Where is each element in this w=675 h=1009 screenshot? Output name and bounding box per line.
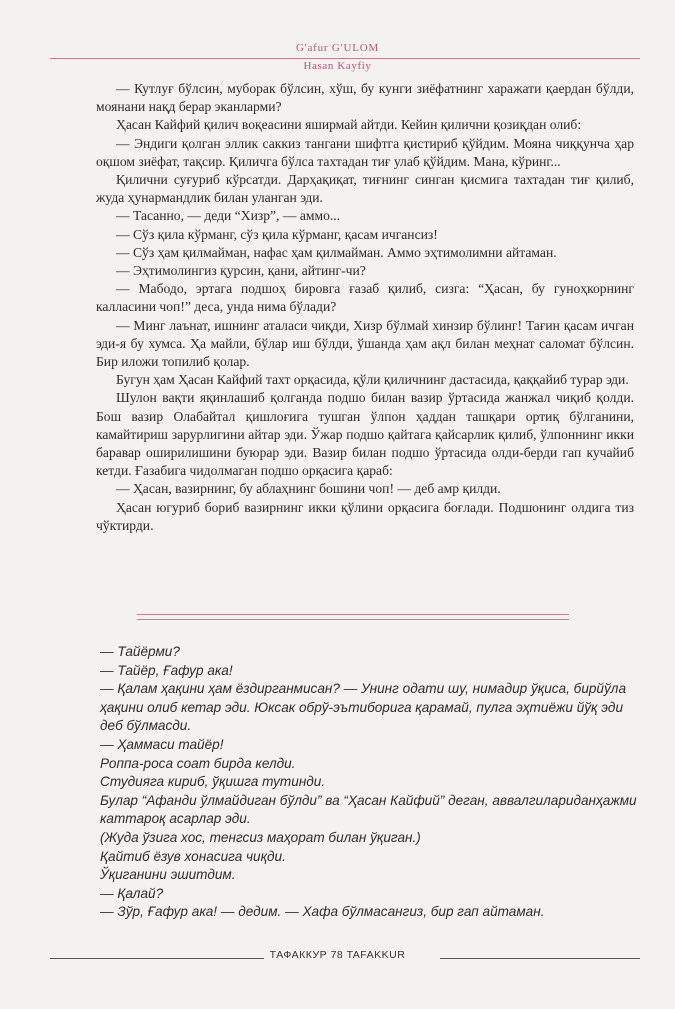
story-paragraph: — Сўз қила кўрманг, сўз қила кўрманг, қасам ичгансиз!: [116, 226, 438, 242]
interview-line: Ўқиганини эшитдим.: [100, 867, 236, 883]
interview-line: (Жуда ўзига хос, тенгсиз маҳорат билан ўқиган.): [100, 829, 421, 845]
interview-line: Студияга кириб, ўқишга тутинди.: [100, 774, 326, 790]
story-paragraph: — Эҳтимолингиз қурсин, қани, айтинг-чи?: [116, 263, 366, 279]
header-author: G'afur G'ULOM: [295, 42, 380, 54]
story-paragraph: — Тасанно, — деди “Хизр”, — аммо...: [116, 208, 341, 224]
interview-line: Роппа-роса соат бирда келди.: [100, 755, 296, 771]
interview-line: Булар “Афанди ўлмайдиган бўлди” ва “Ҳасан Кайфий” деган, аввалгилариданҳажми каттароқ асарлар эди.: [100, 792, 637, 827]
story-paragraph: Қилични суғуриб кўрсатди. Дарҳақиқат, тиғнинг синган қисмига тахтадан тиғ қилиб, жуда ҳунармандлик билан уланган эди.: [96, 172, 634, 206]
interview-line: — Тайёр, Ғафур ака!: [100, 662, 233, 678]
story-paragraph: Бугун ҳам Ҳасан Кайфий тахт орқасида, қўли қиличнинг дастасида, қаққайиб турар эди.: [116, 372, 629, 388]
story-paragraph: — Сўз ҳам қилмайман, нафас ҳам қилмайман. Аммо эҳтимолимни айтаман.: [116, 244, 557, 260]
story-paragraph: Ҳасан Кайфий қилич воқеасини яширмай айтди. Кейин қилични қозиқдан олиб:: [116, 117, 582, 133]
story-paragraph: Шулон вақти яқинлашиб қолганда подшо билан вазир ўртасида жанжал чиқиб қолди. Бош вазир Олабайтал қишлоғига тушган ўлпон ҳаддан ташқари ортиқ бўлганини, камайтириш зарурлигини айтар эди. Ўжар подшо қайтага қайсарлик қилиб, ўлпоннинг икки баравар оширилишини буюрар эди. Вазир билан подшо ўртасида олди-берди гап кучайиб кетди. Ғазабига чидолмаган подшо орқасига қараб:: [96, 390, 634, 479]
interview-text: [100, 643, 645, 922]
running-header: [0, 42, 675, 74]
page-footer: [0, 949, 675, 961]
interview-line: — Қалай?: [100, 885, 164, 901]
interview-line: — Қалам ҳақини ҳам ёздирганмисан? — Унинг одати шу, нимадир ўқиса, бирйўла ҳақини олиб кетар эди. Юксак обрў-эътиборига қарамай, пулга эҳтиёжи йўқ эди деб бўлмасди.: [100, 681, 627, 734]
section-divider-bottom: [137, 619, 569, 620]
story-paragraph: — Мабодо, эртага подшоҳ бировга ғазаб қилиб, сизга: “Ҳасан, бу гуноҳкорнинг калласини чоп!” деса, унда нима бўлади?: [96, 281, 634, 315]
story-paragraph: — Минг лаънат, ишнинг аталаси чиқди, Хизр бўлмай хинзир бўлинг! Тағин қасам ичган эди-я бу хумса. Ҳа майли, бўлар иш бўлди, ўшанда ҳам ақл билан меҳнат саломат бўлсин. Бир иложи топилиб қолар.: [96, 317, 634, 370]
story-paragraph: — Эндиги қолган эллик саккиз тангани шифтга қистириб қўйдим. Мояна чиққунча ҳар оқшом зиёфат, тақсир. Қиличга бўлса тахтадан тиғ улаб қўйдим. Мана, кўринг...: [96, 135, 634, 169]
interview-line: — Ҳаммаси тайёр!: [100, 736, 224, 752]
story-paragraph: — Кутлуғ бўлсин, муборак бўлсин, хўш, бу кунги зиёфатнинг харажати қаердан бўлди, моянани нақд берар эканларми?: [96, 81, 634, 115]
interview-line: Қайтиб ёзув хонасига чиқди.: [100, 848, 286, 864]
story-text: [96, 80, 634, 535]
story-paragraph: — Ҳасан, вазирнинг, бу аблаҳнинг бошини чоп! — деб амр қилди.: [116, 481, 501, 497]
interview-line: — Зўр, Ғафур ака! — дедим. — Хафа бўлмасангиз, бир гап айтаман.: [100, 904, 545, 920]
story-paragraph: Ҳасан югуриб бориб вазирнинг икки қўлини орқасига боғлади. Подшонинг олдига тиз чўктирди.: [96, 499, 634, 533]
header-rule: [50, 58, 640, 59]
section-divider-top: [137, 614, 569, 615]
footer-magazine-page: ТАФАККУР 78 TAFAKKUR: [264, 949, 412, 961]
interview-line: — Тайёрми?: [100, 644, 180, 659]
header-story-title: Hasan Kayfiy: [303, 60, 372, 72]
